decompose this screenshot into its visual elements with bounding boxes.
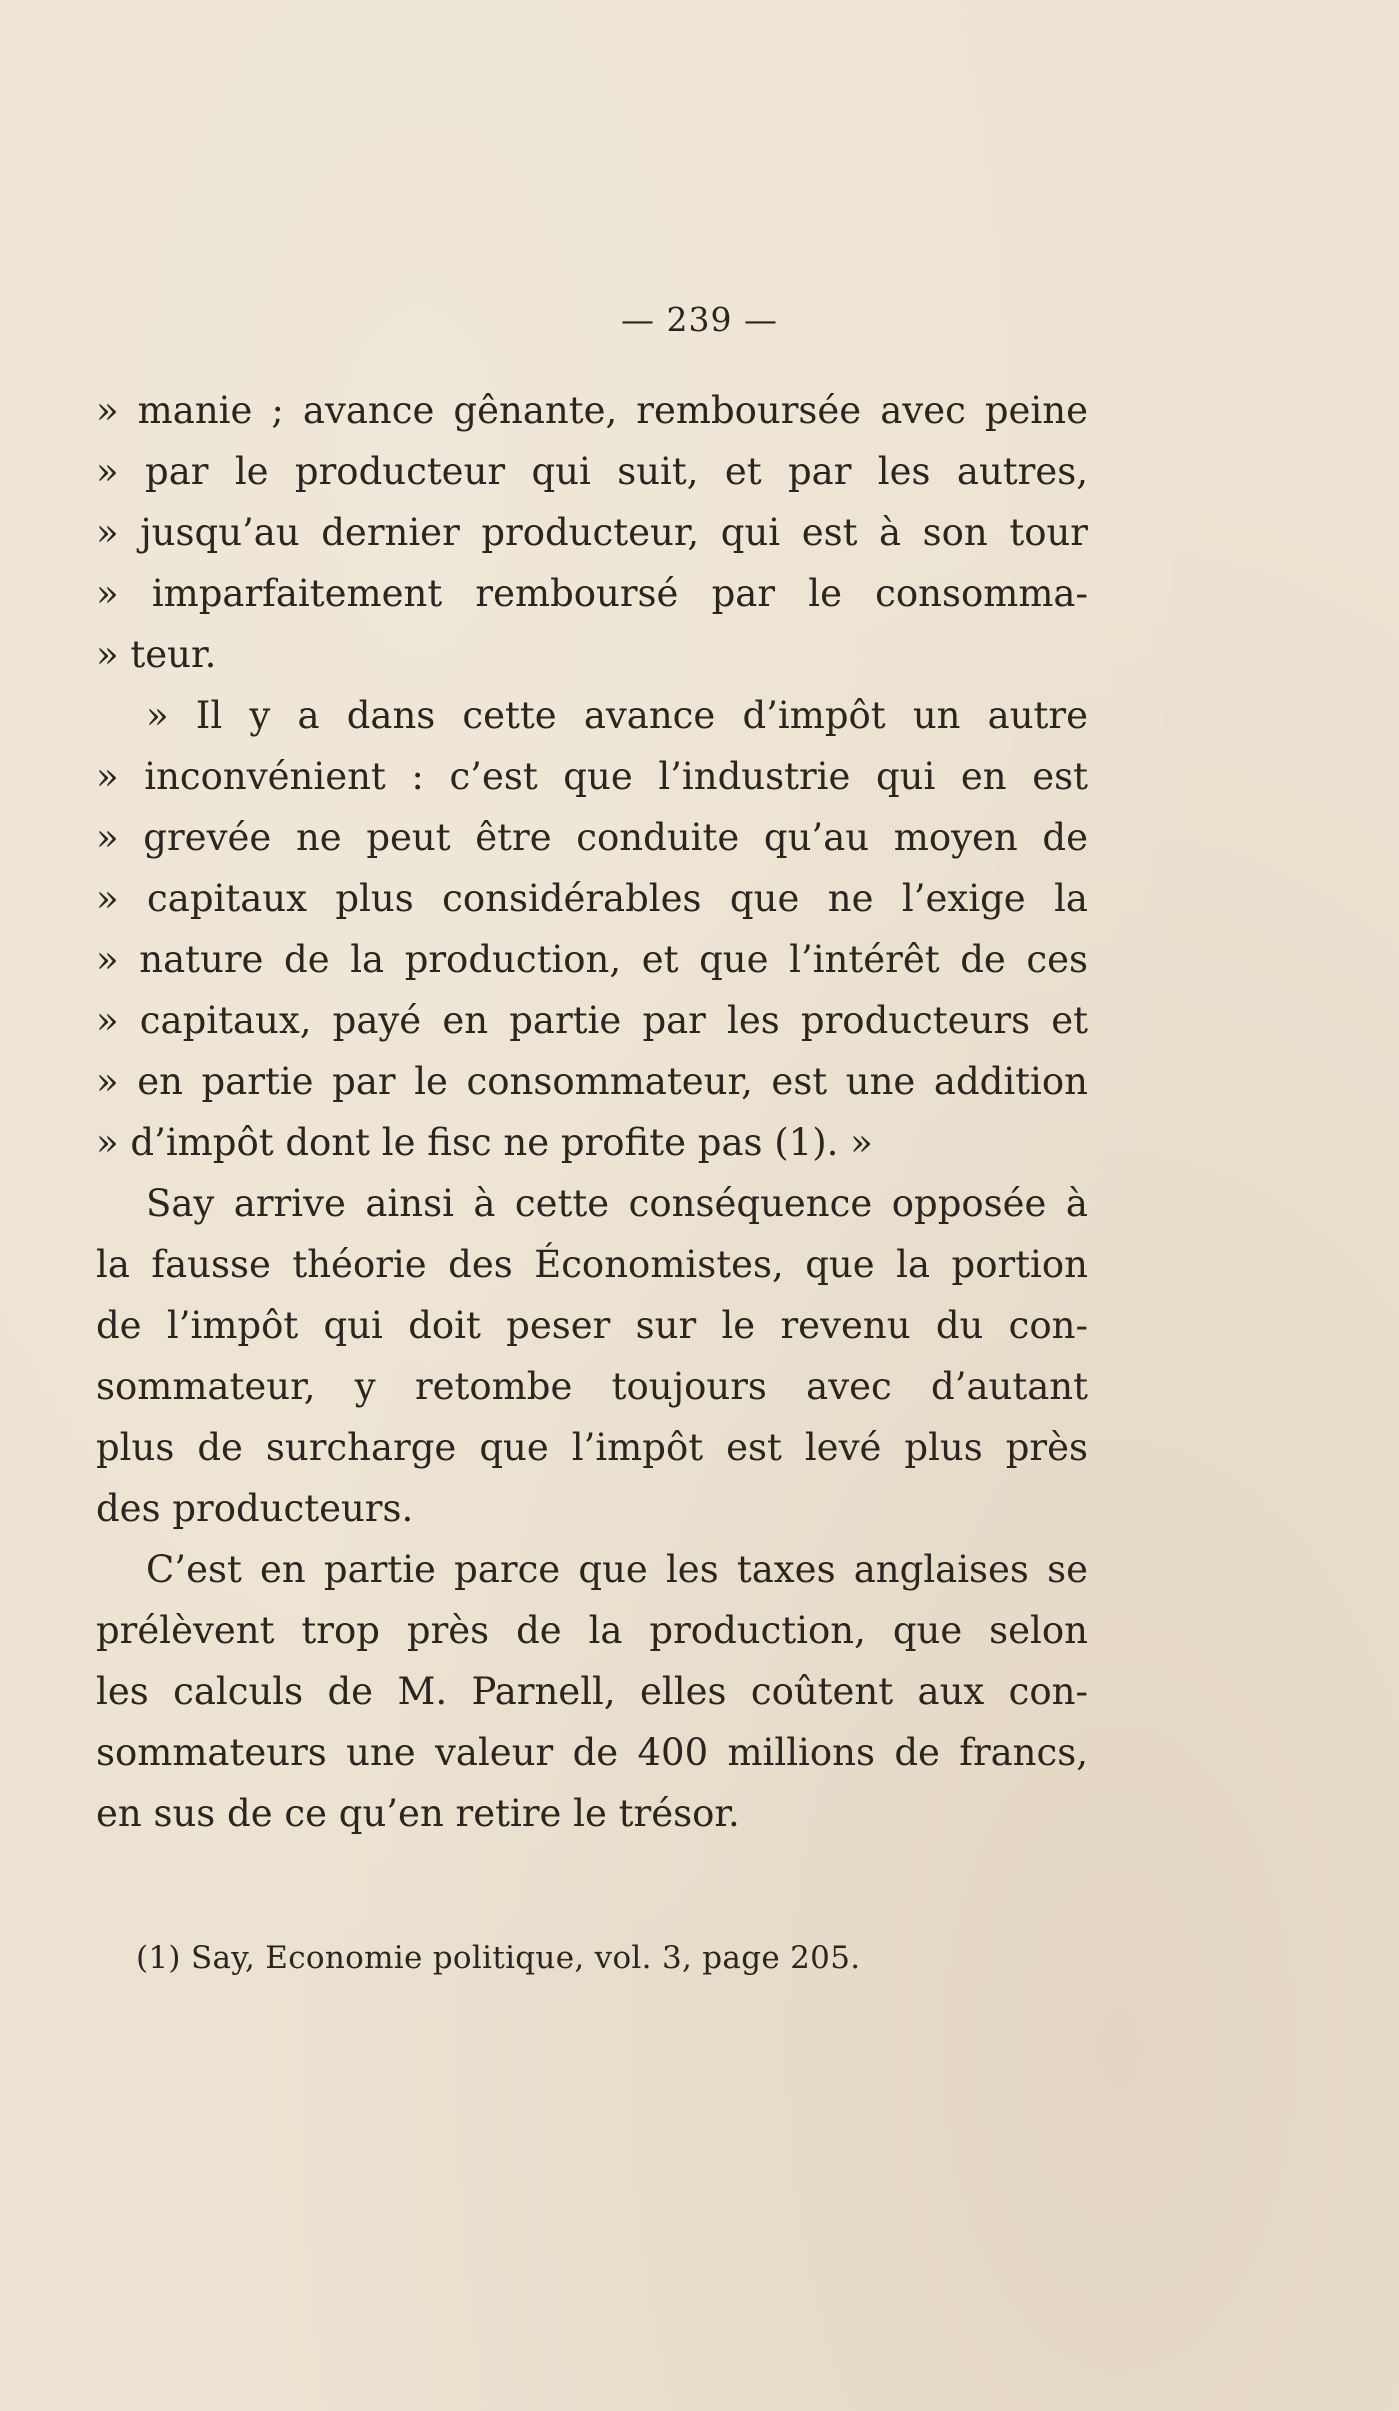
text-line: » teur. — [96, 633, 217, 676]
text-line: Say arrive ainsi à cette conséquence opposée à — [146, 1182, 1088, 1225]
text-line: » grevée ne peut être conduite qu’au moyen de — [96, 816, 1088, 859]
text-line: » en partie par le consommateur, est une addition — [96, 1060, 1088, 1103]
text-line: » manie ; avance gênante, remboursée avec peine — [96, 389, 1088, 432]
text-line: » d’impôt dont le fisc ne profite pas (1). » — [96, 1121, 873, 1164]
text-line: les calculs de M. Parnell, elles coûtent aux con- — [96, 1670, 1088, 1713]
text-line: C’est en partie parce que les taxes anglaises se — [146, 1548, 1088, 1591]
text-line: la fausse théorie des Économistes, que la portion — [96, 1243, 1088, 1286]
text-line: » capitaux plus considérables que ne l’exige la — [96, 877, 1088, 920]
text-line: en sus de ce qu’en retire le trésor. — [96, 1792, 740, 1835]
text-line: » capitaux, payé en partie par les producteurs et — [96, 999, 1088, 1042]
text-line: sommateur, y retombe toujours avec d’autant — [96, 1365, 1088, 1408]
page-number: — 239 — — [621, 300, 778, 339]
text-line: » imparfaitement remboursé par le consomma- — [96, 572, 1088, 615]
text-line: » nature de la production, et que l’intérêt de ces — [96, 938, 1088, 981]
text-line: » Il y a dans cette avance d’impôt un autre — [146, 694, 1088, 737]
text-line: prélèvent trop près de la production, que selon — [96, 1609, 1088, 1652]
text-line: » par le producteur qui suit, et par les autres, — [96, 450, 1088, 493]
text-line: » inconvénient : c’est que l’industrie qui en est — [96, 755, 1088, 798]
text-line: » jusqu’au dernier producteur, qui est à son tour — [96, 511, 1088, 554]
footnote: (1) Say, Economie politique, vol. 3, page 205. — [136, 1940, 861, 1976]
text-line: sommateurs une valeur de 400 millions de francs, — [96, 1731, 1088, 1774]
text-line: de l’impôt qui doit peser sur le revenu du con- — [96, 1304, 1088, 1347]
text-line: plus de surcharge que l’impôt est levé plus près — [96, 1426, 1088, 1469]
text-line: des producteurs. — [96, 1487, 414, 1530]
